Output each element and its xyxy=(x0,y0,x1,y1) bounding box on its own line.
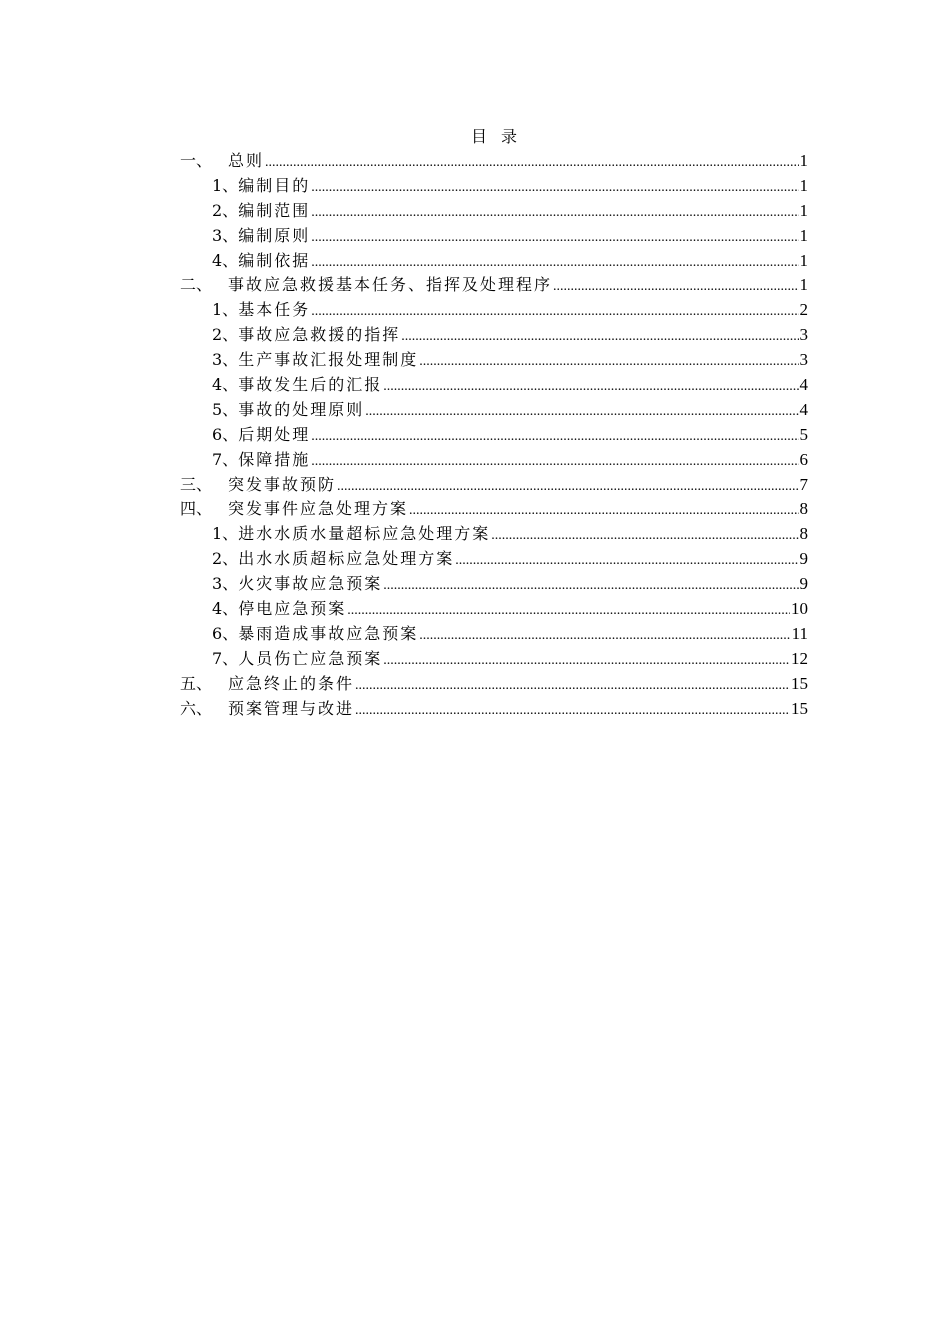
toc-dot-leader xyxy=(409,499,798,524)
toc-entry-number: 5、 xyxy=(212,399,239,419)
toc-entry-number: 2、 xyxy=(212,549,239,569)
toc-entry-title: 应急终止的条件 xyxy=(228,673,355,693)
toc-entry-title: 保障措施 xyxy=(238,449,311,469)
toc-page-number: 5 xyxy=(799,424,808,444)
toc-page-number: 9 xyxy=(799,549,808,569)
toc-list xyxy=(180,149,808,721)
toc-entry[interactable] xyxy=(180,249,808,274)
toc-page-number: 4 xyxy=(799,399,808,419)
toc-entry-title: 生产事故汇报处理制度 xyxy=(238,350,419,370)
toc-dot-leader xyxy=(419,350,798,375)
toc-entry-number: 2、 xyxy=(212,200,239,220)
toc-entry-number: 四、 xyxy=(180,499,213,519)
toc-entry[interactable] xyxy=(180,497,808,522)
toc-page-number: 3 xyxy=(799,350,808,370)
toc-entry[interactable] xyxy=(180,647,808,672)
toc-entry-title: 基本任务 xyxy=(238,300,311,320)
toc-title: 目录 xyxy=(470,127,531,146)
toc-entry-number: 3、 xyxy=(212,225,239,245)
toc-entry-number: 7、 xyxy=(212,449,239,469)
toc-entry-title: 突发事件应急处理方案 xyxy=(228,499,409,519)
toc-entry-number: 2、 xyxy=(212,325,239,345)
toc-entry[interactable] xyxy=(180,323,808,348)
toc-entry-title: 出水水质超标应急处理方案 xyxy=(238,549,455,569)
toc-entry-number: 一、 xyxy=(180,151,213,170)
toc-dot-leader xyxy=(419,624,790,649)
toc-entry-number: 4、 xyxy=(212,375,239,395)
toc-dot-leader xyxy=(455,549,798,574)
toc-dot-leader xyxy=(347,599,790,624)
toc-dot-leader xyxy=(365,400,798,425)
toc-entry-title: 事故的处理原则 xyxy=(238,399,365,419)
toc-entry[interactable] xyxy=(180,672,808,697)
toc-entry[interactable] xyxy=(180,572,808,597)
toc-dot-leader xyxy=(311,201,798,226)
toc-entry-title: 人员伤亡应急预案 xyxy=(238,648,383,668)
toc-entry-number: 1、 xyxy=(212,300,239,320)
table-of-contents xyxy=(180,124,808,721)
toc-page-number: 7 xyxy=(799,474,808,494)
toc-entry-number: 6、 xyxy=(212,424,239,444)
toc-entry[interactable] xyxy=(180,522,808,547)
toc-entry-title: 编制范围 xyxy=(238,200,311,220)
toc-dot-leader xyxy=(401,325,798,350)
toc-dot-leader xyxy=(383,649,790,674)
toc-dot-leader xyxy=(337,475,798,500)
toc-page-number: 15 xyxy=(791,698,808,718)
toc-page-number: 1 xyxy=(799,200,808,220)
toc-page-number: 8 xyxy=(799,499,808,519)
toc-entry[interactable] xyxy=(180,174,808,199)
toc-entry[interactable] xyxy=(180,298,808,323)
toc-page-number: 15 xyxy=(791,673,808,693)
toc-page-number: 8 xyxy=(799,524,808,544)
toc-entry-number: 7、 xyxy=(212,648,239,668)
toc-entry[interactable] xyxy=(180,348,808,373)
toc-entry-title: 进水水质水量超标应急处理方案 xyxy=(238,524,491,544)
toc-entry[interactable] xyxy=(180,697,808,722)
toc-dot-leader xyxy=(311,425,798,450)
toc-entry-title: 事故发生后的汇报 xyxy=(238,375,383,395)
toc-entry-number: 4、 xyxy=(212,250,239,270)
toc-entry[interactable] xyxy=(180,149,808,174)
toc-page-number: 2 xyxy=(799,300,808,320)
toc-page-number: 6 xyxy=(799,449,808,469)
toc-entry[interactable] xyxy=(180,199,808,224)
toc-entry-title: 总则 xyxy=(228,151,265,170)
toc-page-number: 4 xyxy=(799,375,808,395)
toc-entry-title: 预案管理与改进 xyxy=(228,698,355,718)
toc-entry-number: 三、 xyxy=(180,474,213,494)
toc-entry[interactable] xyxy=(180,224,808,249)
toc-entry-title: 暴雨造成事故应急预案 xyxy=(238,623,419,643)
toc-entry-number: 4、 xyxy=(212,599,239,619)
toc-entry-number: 五、 xyxy=(180,673,213,693)
toc-entry-title: 停电应急预案 xyxy=(238,599,347,619)
toc-page-number: 1 xyxy=(799,225,808,245)
toc-page-number: 1 xyxy=(799,175,808,195)
toc-entry[interactable] xyxy=(180,448,808,473)
toc-dot-leader xyxy=(311,300,798,325)
toc-dot-leader xyxy=(311,251,798,276)
toc-entry-title: 火灾事故应急预案 xyxy=(238,574,383,594)
toc-dot-leader xyxy=(311,450,798,475)
toc-entry-number: 6、 xyxy=(212,623,239,643)
toc-dot-leader xyxy=(383,574,798,599)
toc-entry-title: 后期处理 xyxy=(238,424,311,444)
toc-page-number: 1 xyxy=(799,275,808,295)
toc-entry-number: 1、 xyxy=(212,175,239,195)
toc-entry[interactable] xyxy=(180,398,808,423)
toc-dot-leader xyxy=(311,176,798,201)
toc-entry[interactable] xyxy=(180,373,808,398)
toc-page-number: 9 xyxy=(799,574,808,594)
toc-entry-title: 事故应急救援的指挥 xyxy=(238,325,401,345)
toc-page-number: 1 xyxy=(799,151,808,170)
toc-entry-title: 编制目的 xyxy=(238,175,311,195)
toc-entry-title: 编制原则 xyxy=(238,225,311,245)
toc-dot-leader xyxy=(553,275,798,300)
toc-entry[interactable] xyxy=(180,597,808,622)
toc-entry[interactable] xyxy=(180,473,808,498)
toc-entry-title: 事故应急救援基本任务、指挥及处理程序 xyxy=(228,275,553,295)
toc-dot-leader xyxy=(491,524,798,549)
toc-entry-number: 六、 xyxy=(180,698,213,718)
toc-entry-title: 编制依据 xyxy=(238,250,311,270)
toc-entry-number: 二、 xyxy=(180,275,213,295)
toc-page-number: 3 xyxy=(799,325,808,345)
toc-entry-number: 3、 xyxy=(212,574,239,594)
toc-dot-leader xyxy=(265,151,798,176)
toc-page-number: 12 xyxy=(791,648,808,668)
toc-entry-number: 3、 xyxy=(212,350,239,370)
toc-dot-leader xyxy=(355,674,790,699)
toc-entry[interactable] xyxy=(180,423,808,448)
toc-dot-leader xyxy=(355,699,790,724)
toc-dot-leader xyxy=(311,226,798,251)
toc-page-number: 1 xyxy=(799,250,808,270)
toc-page-number: 10 xyxy=(791,599,808,619)
toc-entry-title: 突发事故预防 xyxy=(228,474,337,494)
toc-entry-number: 1、 xyxy=(212,524,239,544)
toc-entry[interactable] xyxy=(180,622,808,647)
toc-entry[interactable] xyxy=(180,547,808,572)
toc-page-number: 11 xyxy=(791,623,808,643)
toc-entry[interactable] xyxy=(180,273,808,298)
toc-dot-leader xyxy=(383,375,798,400)
